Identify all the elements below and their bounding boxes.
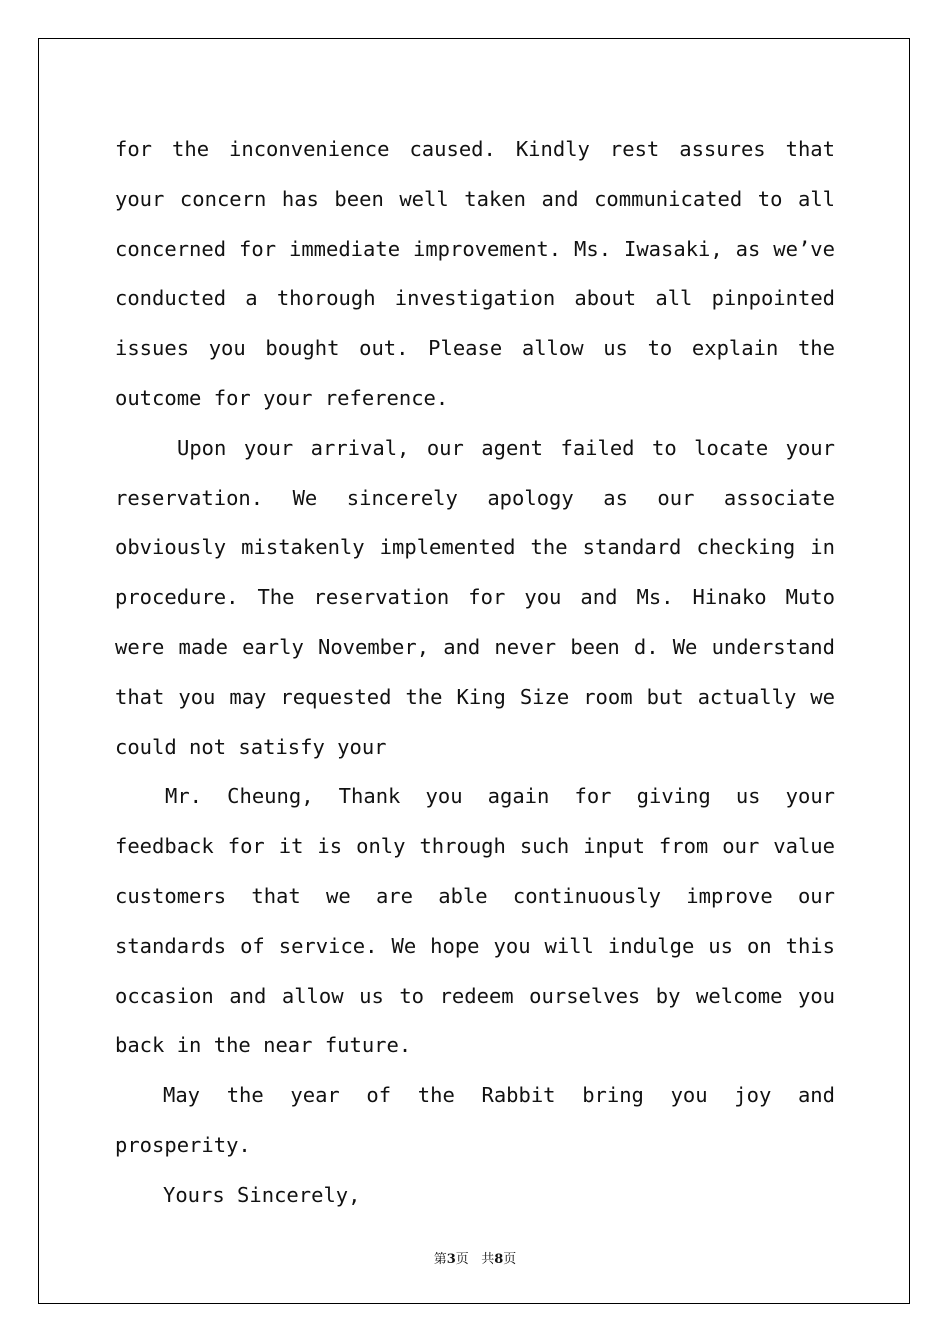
footer-page-unit: 页 [455, 1252, 469, 1267]
footer-prefix: 第 [433, 1252, 447, 1267]
paragraph-closing: Yours Sincerely, [163, 1182, 361, 1207]
paragraph-feedback-thanks: Mr. Cheung, Thank you again for giving us your feedback for it is only through such input from our value customers that we are able continuously improve our standards of service. We hope you will indulge us on this occasion and allow us to redeem ourselves by welcome you back in the near future. [115, 784, 835, 1058]
paragraph-greeting: May the year of the Rabbit bring you joy and prosperity. [115, 1083, 835, 1157]
paragraph-reservation: Upon your arrival, our agent failed to locate your reservation. We sincerely apology as our associate obviously mistakenly implemented the standard checking in procedure. The reservation for you and Ms. Hinako Muto were made early November, and never been d. We understand that you may requested the King Size room but actually we could not satisfy your [115, 435, 835, 759]
letter-body [115, 125, 835, 1221]
page-footer [0, 1248, 950, 1267]
total-pages-number: 8 [494, 1252, 504, 1267]
current-page-number: 3 [446, 1252, 456, 1267]
footer-total-prefix: 共 [481, 1252, 495, 1267]
paragraph-apology: for the inconvenience caused. Kindly rest assures that your concern has been well taken and communicated to all concerned for immediate improvement. Ms. Iwasaki, as we’ve conducted a thorough investigation about all pinpointed issues you bought out. Please allow us to explain the outcome for your reference. [115, 137, 835, 410]
footer-total-unit: 页 [503, 1252, 517, 1267]
